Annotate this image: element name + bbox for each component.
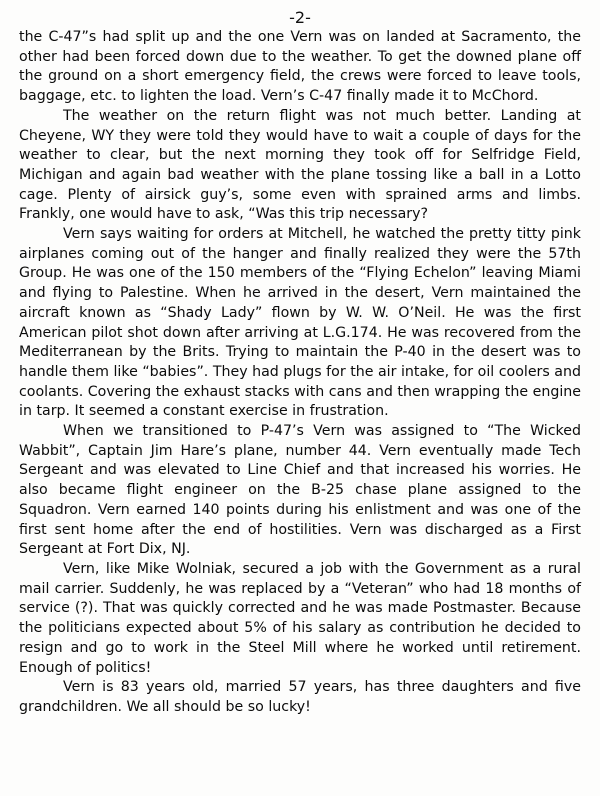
paragraph-6: Vern is 83 years old, married 57 years, has three daughters and five grandchildren. We all should be so lucky! (19, 679, 581, 715)
article-body (19, 28, 581, 718)
paragraph-3: Vern says waiting for orders at Mitchell, he watched the pretty titty pink airplanes coming out of the hanger and finally realized they were the 57th Group. He was one of the 150 members of the “Flying Echelon” leaving Miami and flying to Palestine. When he arrived in the desert, Vern maintained the aircraft known as “Shady Lady” flown by W. W. O’Neil. He was the first American pilot shot down after arriving at L.G.174. He was recovered from the Mediterranean by the Brits. Trying to maintain the P-40 in the desert was to handle them like “babies”. They had plugs for the air intake, for oil coolers and coolants. Covering the exhaust stacks with cans and then wrapping the engine in tarp. It seemed a constant exercise in frustration. (19, 226, 581, 420)
paragraph-5: Vern, like Mike Wolniak, secured a job with the Government as a rural mail carrier. Suddenly, he was replaced by a “Veteran” who had 18 months of service (?). That was quickly corrected and he was made Postmaster. Because the politicians expected about 5% of his salary as contribution he decided to resign and go to work in the Steel Mill where he worked until retirement. Enough of politics! (19, 560, 581, 676)
paragraph-4: When we transitioned to P-47’s Vern was assigned to “The Wicked Wabbit”, Captain Jim Hare’s plane, number 44. Vern eventually made Tech Sergeant and was elevated to Line Chief and that increased his worries. He also became flight engineer on the B-25 chase plane assigned to the Squadron. Vern earned 140 points during his enlistment and was one of the first sent home after the end of hostilities. Vern was discharged as a First Sergeant at Fort Dix, NJ. (19, 423, 581, 558)
paragraph-1: the C-47”s had split up and the one Vern was on landed at Sacramento, the other had been forced down due to the weather. To get the downed plane off the ground on a short emergency field, the crews were forced to leave tools, baggage, etc. to lighten the load. Vern’s C-47 finally made it to McChord. (19, 29, 581, 105)
page-number: -2- (289, 8, 311, 27)
paragraph-2: The weather on the return flight was not much better. Landing at Cheyene, WY they were told they would have to wait a couple of days for the weather to clear, but the next morning they took off for Selfridge Field, Michigan and again bad weather with the plane tossing like a ball in a Lotto cage. Plenty of airsick guy’s, some even with sprained arms and limbs. Frankly, one would have to ask, “Was this trip necessary? (19, 107, 581, 223)
